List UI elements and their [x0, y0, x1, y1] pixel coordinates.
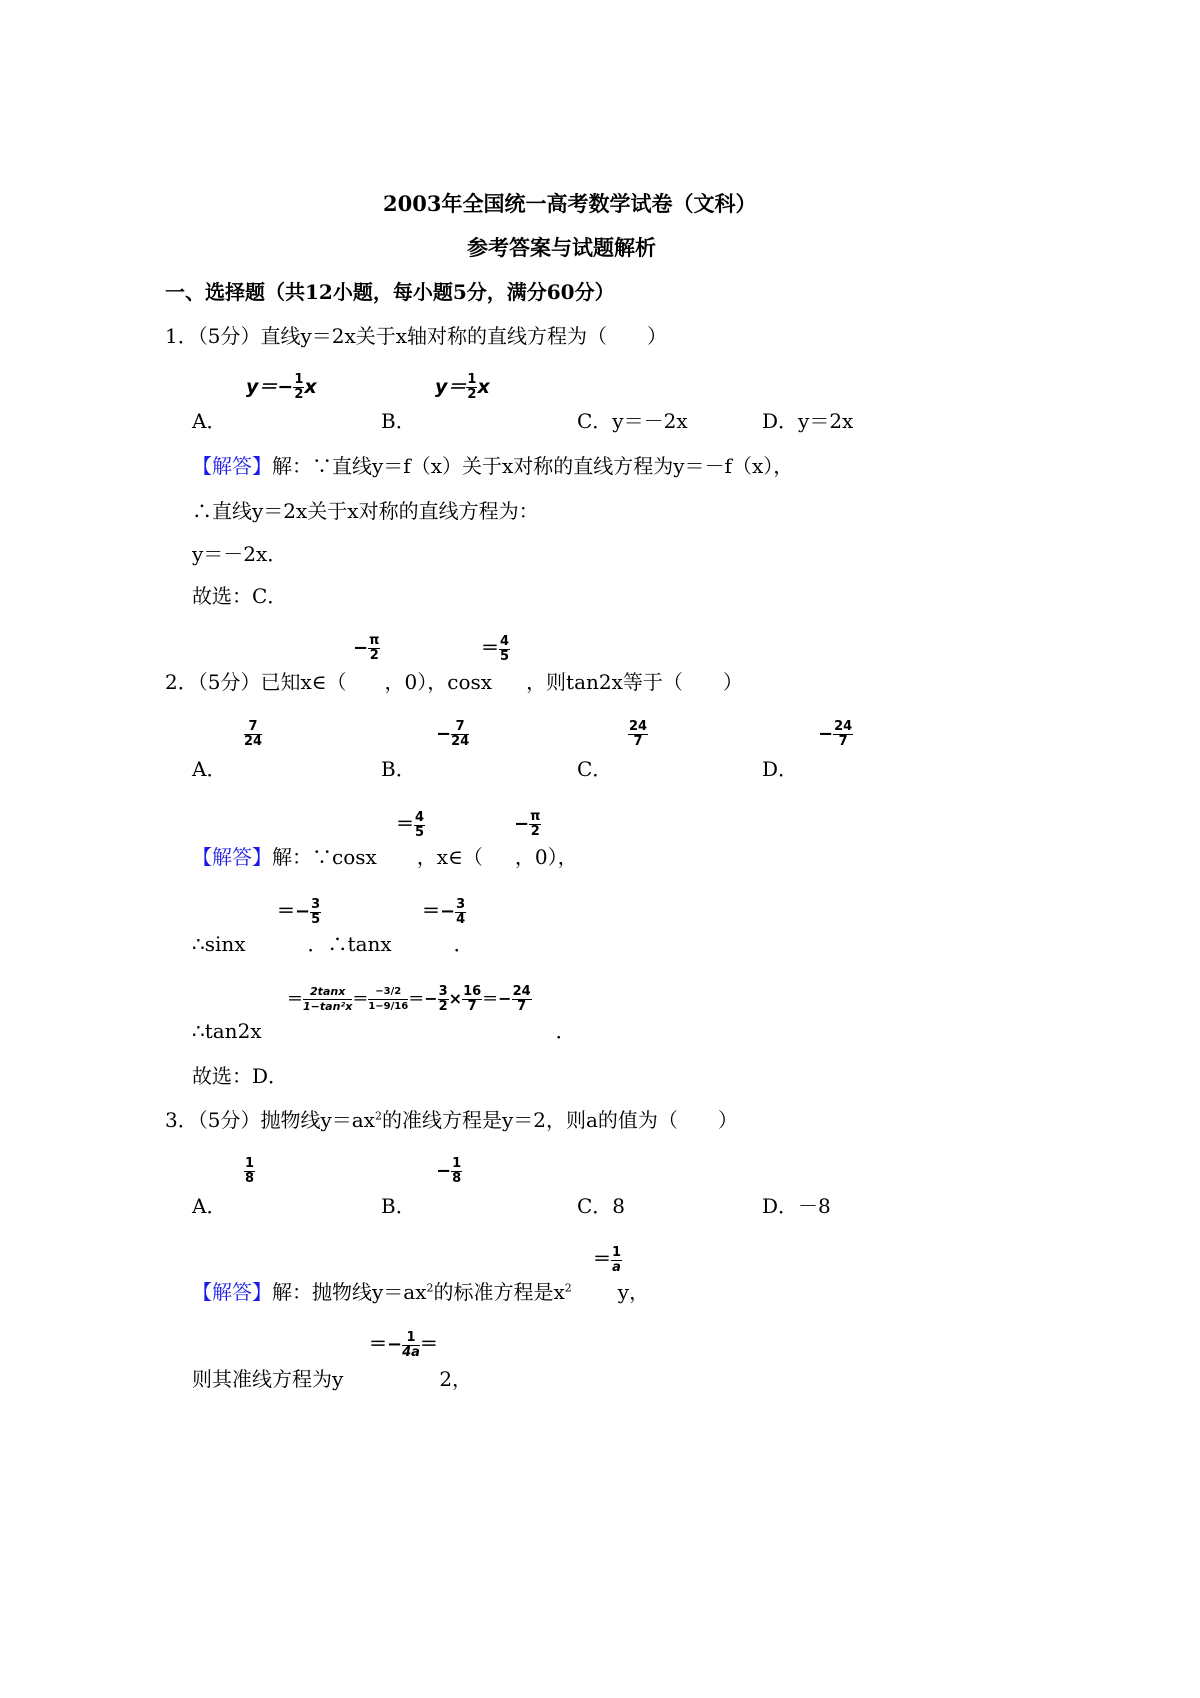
q3-directrix-fraction: ＝− $\frac{1}{4a}$ ＝: [369, 1329, 438, 1360]
q2-option-b-math: − $\frac{7}{24}$: [436, 719, 470, 749]
q2-tan2x-expression: ＝ $\frac{2\tan x}{\text{1−tan²x}}$ ＝ $\frac{-3/2}{1-9/16}$ ＝− $\frac{3}{2}$ × $\frac{16}{7}$ ＝− $\frac{24}{7}$: [287, 984, 531, 1014]
q3-solution-line2: 则其准线方程为y 2，: [192, 1367, 473, 1391]
q2-pi-fraction: − $\frac{\pi}{2}$: [353, 633, 380, 663]
q1-stem: 1．（5分）直线y＝2x关于x轴对称的直线方程为（ ）: [165, 324, 668, 348]
q2-solution-line2: ∴sinx ．∴tanx ．: [192, 932, 474, 956]
q2-sin-fraction: ＝− $\frac{3}{5}$: [277, 896, 321, 927]
q1-option-a-label: A．: [192, 409, 227, 433]
q2-option-d-math: − $\frac{24}{7}$: [818, 719, 853, 749]
q3-option-b-math: − $\frac{1}{8}$: [436, 1156, 462, 1186]
section-heading: 一、选择题（共12小题，每小题5分，满分60分）: [165, 280, 615, 304]
q2-solution-cos-fraction: ＝ $\frac{4}{5}$: [396, 809, 425, 840]
q2-tan-fraction: ＝− $\frac{3}{4}$: [422, 896, 466, 927]
q3-option-c: C．8: [577, 1194, 626, 1218]
q2-cos-fraction: ＝ $\frac{4}{5}$: [481, 633, 510, 664]
q1-solution-line3: y＝－2x．: [192, 542, 288, 566]
q2-option-a-label: A．: [192, 757, 227, 781]
q3-solution-line1: 【解答】解：抛物线$y=ax^2$的标准方程是$x^2$ y，: [192, 1280, 650, 1304]
page-subtitle: 参考答案与试题解析: [467, 235, 656, 260]
q2-solution-line1: 【解答】解：∵cosx ，x∈（ ，0），: [192, 845, 578, 869]
q2-option-b-label: B．: [381, 757, 416, 781]
q1-solution-line1: 【解答】解：∵直线y＝f（x）关于x对称的直线方程为y＝－f（x），: [192, 454, 794, 478]
q3-option-b-label: B．: [381, 1194, 416, 1218]
q2-option-d-label: D．: [762, 757, 799, 781]
page-title: 2003年全国统一高考数学试卷（文科）: [383, 191, 757, 216]
q1-solution-line4: 故选：C．: [192, 584, 288, 608]
q1-option-b-label: B．: [381, 409, 416, 433]
q2-option-c-math: $\frac{24}{7}$: [629, 719, 648, 749]
q2-solution-line3: ∴tan2x ．: [192, 1019, 576, 1043]
q3-stem: 3．（5分）抛物线$y=ax^2$的准线方程是y＝2，则a的值为（ ）: [165, 1108, 738, 1132]
q3-option-a-label: A．: [192, 1194, 227, 1218]
q1-option-a-math: y＝− $\frac{1}{2}$ x: [246, 372, 317, 402]
q1-option-d: D．y＝2x: [762, 409, 854, 433]
q3-option-a-math: $\frac{1}{8}$: [245, 1156, 255, 1186]
q1-option-c: C．y＝－2x: [577, 409, 688, 433]
q1-option-b-math: y＝ $\frac{1}{2}$ x: [435, 372, 490, 402]
q2-solution-pi-fraction: − $\frac{\pi}{2}$: [514, 809, 541, 839]
q3-solution-fraction: ＝ $\frac{1}{a}$: [593, 1244, 622, 1275]
q2-option-a-math: $\frac{7}{24}$: [244, 719, 263, 749]
q2-solution-line4: 故选：D．: [192, 1064, 289, 1088]
answer-tag: 【解答】: [192, 454, 272, 478]
q3-option-d: D．－8: [762, 1194, 831, 1218]
q2-option-c-label: C．: [577, 757, 613, 781]
q2-stem: 2．（5分）已知x∈（ ，0），cosx ，则tan2x等于（ ）: [165, 670, 743, 694]
q1-solution-line2: ∴直线y＝2x关于x对称的直线方程为：: [192, 499, 539, 523]
